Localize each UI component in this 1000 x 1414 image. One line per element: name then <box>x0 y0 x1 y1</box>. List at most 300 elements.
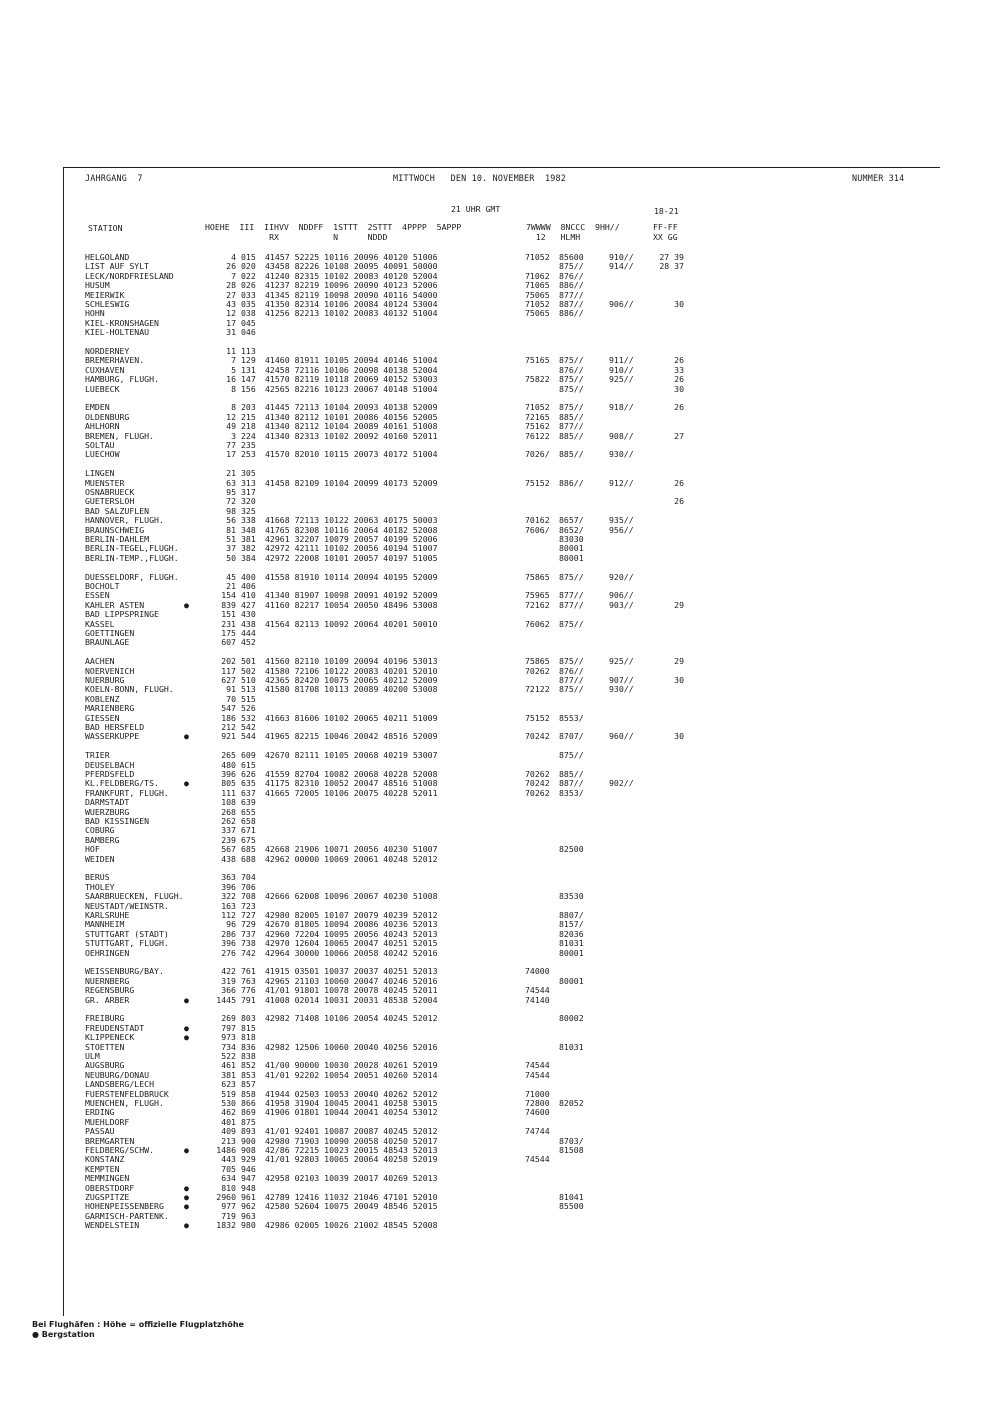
station-number: 866 <box>241 1098 256 1108</box>
synop-groups: 41458 82109 10104 20099 40173 52009 <box>265 477 438 488</box>
station-name: MARIENBERG <box>85 703 135 714</box>
station-height: 480 <box>221 759 236 770</box>
station-name: STUTTGART, FLUGH. <box>85 938 169 949</box>
table-row <box>0 553 1000 563</box>
station-height: 396 <box>221 938 236 949</box>
group-8nccc: 83530 <box>559 891 584 902</box>
station-name: BRAUNLAGE <box>85 637 130 648</box>
group-8nccc: 8703/ <box>559 1135 584 1146</box>
station-name: WUERZBURG <box>85 806 130 817</box>
station-number: 253 <box>241 449 256 460</box>
group-8nccc: 875// <box>559 656 584 667</box>
synop-groups: 41445 72113 10104 20093 40138 52009 <box>265 402 438 413</box>
station-height: 977 <box>221 1201 236 1212</box>
station-name: FRANKFURT, FLUGH. <box>85 787 169 798</box>
station-name: ESSEN <box>85 590 110 601</box>
synop-groups: 42666 62008 10096 20067 40230 51008 <box>265 891 438 902</box>
station-number: 532 <box>241 712 256 723</box>
synop-groups: 42982 12506 10060 20040 40256 52016 <box>265 1041 438 1052</box>
station-name: OEHRINGEN <box>85 947 130 958</box>
group-8nccc: 886// <box>559 280 584 291</box>
station-name: FELDBERG/SCHW. <box>85 1145 155 1155</box>
station-height: 212 <box>221 722 236 732</box>
synop-groups: 41340 81907 10098 20091 40192 52009 <box>265 590 438 601</box>
group-8nccc: 80001 <box>559 975 584 986</box>
station-name: HELGOLAND <box>85 252 130 262</box>
station-name: TRIER <box>85 750 110 761</box>
station-height: 1832 <box>216 1220 236 1231</box>
synop-groups: 41580 81708 10113 20089 40200 53008 <box>265 684 438 695</box>
station-name: STOETTEN <box>85 1041 125 1052</box>
station-number: 542 <box>241 722 256 732</box>
station-number: 131 <box>241 364 256 375</box>
station-name: BREMGARTEN <box>85 1135 135 1146</box>
station-height: 8 <box>231 383 236 394</box>
group-8nccc: 875// <box>559 684 584 695</box>
station-height: 381 <box>221 1069 236 1080</box>
group-9hh: 903// <box>609 599 634 610</box>
station-height: 108 <box>221 797 236 808</box>
station-height: 7 <box>231 270 236 281</box>
wind-ff-ff: 30 <box>674 675 684 685</box>
mountain-station-marker: ● <box>184 1192 189 1202</box>
station-number: 875 <box>241 1116 256 1127</box>
station-number: 615 <box>241 759 256 770</box>
synop-groups: 42580 52604 10075 20049 48546 52015 <box>265 1201 438 1212</box>
synop-groups: 41237 82219 10096 20090 40123 52006 <box>265 280 438 291</box>
mountain-station-marker: ● <box>184 599 189 610</box>
group-9hh: 930// <box>609 684 634 695</box>
group-7wwww: 76122 <box>525 430 550 441</box>
group-9hh: 912// <box>609 477 634 488</box>
station-number: 513 <box>241 684 256 695</box>
group-8nccc: 876// <box>559 665 584 676</box>
synop-groups: 41/01 92803 10065 20064 40258 52019 <box>265 1154 438 1165</box>
station-name: OBERSTDORF <box>85 1182 135 1193</box>
table-row <box>0 731 1000 741</box>
station-height: 409 <box>221 1126 236 1137</box>
station-number: 704 <box>241 872 256 883</box>
supplementary-column-subheader: 12 HLMH <box>526 232 581 242</box>
station-height: 11 <box>226 346 236 356</box>
station-number: 156 <box>241 383 256 394</box>
station-name: WENDELSTEIN <box>85 1220 140 1231</box>
wind-ff-ff: 29 <box>674 656 684 667</box>
group-8nccc: 81031 <box>559 1041 584 1052</box>
station-name: LINGEN <box>85 468 115 479</box>
group-8nccc: 877// <box>559 289 584 300</box>
group-8nccc: 80001 <box>559 543 584 554</box>
group-7wwww: 75965 <box>525 590 550 601</box>
synop-groups: 41345 82119 10098 20090 40116 54000 <box>265 289 438 300</box>
station-name: HOHN <box>85 308 105 319</box>
table-row <box>0 637 1000 647</box>
group-8nccc: 82500 <box>559 844 584 855</box>
issue-number: NUMMER 314 <box>852 173 905 183</box>
station-number: 763 <box>241 975 256 986</box>
group-7wwww: 71052 <box>525 402 550 413</box>
group-9hh: 956// <box>609 524 634 535</box>
synop-groups: 42982 71408 10106 20054 40245 52012 <box>265 1013 438 1024</box>
synop-groups: 42565 82216 10123 20067 40148 51004 <box>265 383 438 394</box>
station-name: BAD HERSFELD <box>85 722 145 732</box>
station-name: GR. ARBER <box>85 994 130 1005</box>
group-8nccc: 886// <box>559 308 584 319</box>
station-height: 98 <box>226 505 236 516</box>
station-name: NOERVENICH <box>85 665 135 676</box>
station-height: 719 <box>221 1210 236 1221</box>
station-name: NEUBURG/DONAU <box>85 1069 150 1080</box>
station-height: 839 <box>221 599 236 610</box>
station-name: NUERBURG <box>85 675 125 685</box>
mountain-station-marker: ● <box>184 994 189 1005</box>
station-name: ULM <box>85 1051 100 1061</box>
station-number: 544 <box>241 731 256 742</box>
station-height: 634 <box>221 1173 236 1184</box>
synop-groups: 41944 02503 10053 20040 40262 52012 <box>265 1088 438 1099</box>
group-8nccc: 877// <box>559 599 584 610</box>
synop-groups: 41/01 92202 10054 20051 40260 52014 <box>265 1069 438 1080</box>
station-name: MANNHEIM <box>85 919 125 930</box>
station-name: CUXHAVEN <box>85 364 125 375</box>
station-name: FREIBURG <box>85 1013 125 1024</box>
synop-groups: 41570 82010 10115 20073 40172 51004 <box>265 449 438 460</box>
station-name: PASSAU <box>85 1126 115 1137</box>
group-9hh: 910// <box>609 364 634 375</box>
group-9hh: 908// <box>609 430 634 441</box>
synop-groups: 42962 00000 10069 20061 40248 52012 <box>265 853 438 864</box>
group-9hh: 907// <box>609 675 634 685</box>
wind-ff-ff: 33 <box>674 364 684 375</box>
station-number: 858 <box>241 1088 256 1099</box>
supplementary-column-header: 7WWWW 8NCCC 9HH// <box>526 222 620 232</box>
footnote-airport-height: Bei Flughäfen : Höhe = offizielle Flugplatzhöhe <box>32 1320 244 1329</box>
group-7wwww: 72162 <box>525 599 550 610</box>
station-name: SAARBRUECKEN, FLUGH. <box>85 891 184 902</box>
group-8nccc: 887// <box>559 299 584 309</box>
group-7wwww: 71000 <box>525 1088 550 1099</box>
station-height: 8 <box>231 402 236 413</box>
station-number: 035 <box>241 299 256 309</box>
group-7wwww: 75165 <box>525 355 550 366</box>
station-name: GARMISCH-PARTENK. <box>85 1210 169 1221</box>
group-8nccc: 80001 <box>559 947 584 958</box>
synop-groups: 42980 82005 10107 20079 40239 52012 <box>265 910 438 920</box>
group-7wwww: 70242 <box>525 731 550 742</box>
synop-groups: 41559 82704 10082 20068 40228 52008 <box>265 769 438 779</box>
station-height: 396 <box>221 881 236 892</box>
station-number: 452 <box>241 637 256 648</box>
synop-groups: 41/00 90000 10030 20028 40261 52019 <box>265 1060 438 1071</box>
group-7wwww: 75065 <box>525 308 550 319</box>
station-name: BAMBERG <box>85 834 120 845</box>
station-name: GUETERSLOH <box>85 496 135 507</box>
wind-ff-ff: 28 37 <box>659 261 684 272</box>
synop-groups: 41460 81911 10105 20094 40146 51004 <box>265 355 438 366</box>
station-name: BREMERHAVEN. <box>85 355 145 366</box>
station-name: KIEL-HOLTENAU <box>85 327 150 338</box>
station-height: 117 <box>221 665 236 676</box>
station-number: 406 <box>241 581 256 591</box>
synop-groups: 42961 32207 10079 20057 40199 52006 <box>265 534 438 544</box>
group-7wwww: 75152 <box>525 477 550 488</box>
station-number: 382 <box>241 543 256 554</box>
synop-groups: 41560 82110 10109 20094 40196 53013 <box>265 656 438 667</box>
station-number: 320 <box>241 496 256 507</box>
station-number: 708 <box>241 891 256 902</box>
station-name: KOELN-BONN, FLUGH. <box>85 684 174 695</box>
station-number: 857 <box>241 1079 256 1090</box>
station-number: 738 <box>241 938 256 949</box>
station-number: 815 <box>241 1022 256 1033</box>
group-9hh: 930// <box>609 449 634 460</box>
station-number: 737 <box>241 928 256 939</box>
station-name: OSNABRUECK <box>85 487 135 497</box>
station-number: 129 <box>241 355 256 366</box>
mountain-station-marker: ● <box>184 1032 189 1043</box>
station-number: 929 <box>241 1154 256 1165</box>
station-name: MUENSTER <box>85 477 125 488</box>
station-height: 547 <box>221 703 236 714</box>
group-8nccc: 885// <box>559 430 584 441</box>
synop-groups: 42986 02005 10026 21002 48545 52008 <box>265 1220 438 1231</box>
station-number: 325 <box>241 505 256 516</box>
station-height: 112 <box>221 910 236 920</box>
synop-groups: 41665 72005 10106 20075 40228 52011 <box>265 787 438 798</box>
station-name: LANDSBERG/LECH <box>85 1079 155 1090</box>
station-height: 111 <box>221 787 236 798</box>
station-number: 338 <box>241 515 256 526</box>
wind-ff-ff: 26 <box>674 402 684 413</box>
station-height: 239 <box>221 834 236 845</box>
group-7wwww: 74544 <box>525 1154 550 1165</box>
station-height: 1445 <box>216 994 236 1005</box>
station-name: SCHLESWIG <box>85 299 130 309</box>
group-8nccc: 877// <box>559 421 584 432</box>
footnote-mountain-station: ● Bergstation <box>32 1330 95 1339</box>
station-number: 946 <box>241 1163 256 1174</box>
station-height: 26 <box>226 261 236 272</box>
synop-groups: 41256 82213 10102 20083 40132 51004 <box>265 308 438 319</box>
station-height: 268 <box>221 806 236 817</box>
synop-groups: 42970 12604 10065 20047 40251 52015 <box>265 938 438 949</box>
station-name: HOF <box>85 844 100 855</box>
station-number: 791 <box>241 994 256 1005</box>
station-name: WEISSENBURG/BAY. <box>85 966 164 977</box>
station-height: 530 <box>221 1098 236 1108</box>
station-height: 921 <box>221 731 236 742</box>
station-name: BERUS <box>85 872 110 883</box>
group-7wwww: 72165 <box>525 411 550 422</box>
station-number: 384 <box>241 552 256 563</box>
station-name: EMDEN <box>85 402 110 413</box>
wind-column-header: FF-FF <box>653 222 678 232</box>
observation-time: 21 UHR GMT <box>451 204 501 214</box>
group-8nccc: 887// <box>559 778 584 789</box>
station-height: 95 <box>226 487 236 497</box>
station-number: 609 <box>241 750 256 761</box>
group-8nccc: 80002 <box>559 1013 584 1024</box>
station-number: 639 <box>241 797 256 808</box>
mountain-station-marker: ● <box>184 731 189 742</box>
group-8nccc: 81031 <box>559 938 584 949</box>
station-name: REGENSBURG <box>85 985 135 996</box>
station-number: 438 <box>241 618 256 629</box>
station-number: 818 <box>241 1032 256 1043</box>
synop-groups: 41350 82314 10106 20084 40124 53004 <box>265 299 438 309</box>
station-name: FREUDENSTADT <box>85 1022 145 1033</box>
station-height: 49 <box>226 421 236 432</box>
synop-groups: 42958 02103 10039 20017 40269 52013 <box>265 1173 438 1184</box>
station-height: 186 <box>221 712 236 723</box>
station-number: 038 <box>241 308 256 319</box>
table-row <box>0 948 1000 958</box>
group-7wwww: 72800 <box>525 1098 550 1108</box>
station-name: OLDENBURG <box>85 411 130 422</box>
group-7wwww: 71052 <box>525 299 550 309</box>
station-number: 980 <box>241 1220 256 1231</box>
wind-ff-ff: 27 39 <box>659 252 684 262</box>
synop-groups: 41175 82310 10052 20047 48516 51008 <box>265 778 438 789</box>
station-number: 803 <box>241 1013 256 1024</box>
station-height: 276 <box>221 947 236 958</box>
station-height: 1486 <box>216 1145 236 1155</box>
wind-ff-ff: 26 <box>674 355 684 366</box>
synop-groups: 42670 81805 10094 20086 40236 52013 <box>265 919 438 930</box>
group-8nccc: 8652/ <box>559 524 584 535</box>
synop-groups: 42972 42111 10102 20056 40194 51007 <box>265 543 438 554</box>
station-number: 838 <box>241 1051 256 1061</box>
station-name: DEUSELBACH <box>85 759 135 770</box>
station-height: 63 <box>226 477 236 488</box>
group-8nccc: 80001 <box>559 552 584 563</box>
group-8nccc: 886// <box>559 477 584 488</box>
station-number: 658 <box>241 816 256 826</box>
station-number: 444 <box>241 628 256 638</box>
group-8nccc: 875// <box>559 261 584 272</box>
station-height: 519 <box>221 1088 236 1099</box>
station-name: DARMSTADT <box>85 797 130 808</box>
group-9hh: 920// <box>609 571 634 582</box>
station-height: 3 <box>231 430 236 441</box>
synop-groups: 41340 82313 10102 20092 40160 52011 <box>265 430 438 441</box>
group-9hh: 906// <box>609 299 634 309</box>
synop-groups: 43458 82226 10108 20095 40091 50000 <box>265 261 438 272</box>
station-name: NORDERNEY <box>85 346 130 356</box>
synop-groups: 41564 82113 10092 20064 40201 50010 <box>265 618 438 629</box>
station-number: 224 <box>241 430 256 441</box>
station-height: 27 <box>226 289 236 300</box>
synop-groups: 41/01 92401 10087 20087 40245 52012 <box>265 1126 438 1137</box>
synop-groups: 41668 72113 10122 20063 40175 50003 <box>265 515 438 526</box>
main-column-header: HOEHE III IIHVV NDDFF 1STTT 2STTT 4PPPP 5APPP <box>205 222 462 232</box>
group-7wwww: 72122 <box>525 684 550 695</box>
station-name: AHLHORN <box>85 421 120 432</box>
station-number: 776 <box>241 985 256 996</box>
station-height: 28 <box>226 280 236 291</box>
synop-groups: 41340 82112 10104 20089 40161 51008 <box>265 421 438 432</box>
station-number: 947 <box>241 1173 256 1184</box>
mountain-station-marker: ● <box>184 1220 189 1231</box>
station-height: 21 <box>226 468 236 479</box>
group-8nccc: 83030 <box>559 534 584 544</box>
station-number: 729 <box>241 919 256 930</box>
station-height: 43 <box>226 299 236 309</box>
station-number: 836 <box>241 1041 256 1052</box>
station-number: 948 <box>241 1182 256 1193</box>
group-7wwww: 74600 <box>525 1107 550 1118</box>
group-8nccc: 8807/ <box>559 910 584 920</box>
time-range: 18-21 <box>654 206 679 216</box>
group-8nccc: 82036 <box>559 928 584 939</box>
group-7wwww: 70262 <box>525 769 550 779</box>
station-height: 17 <box>226 449 236 460</box>
group-8nccc: 875// <box>559 618 584 629</box>
group-7wwww: 75065 <box>525 289 550 300</box>
table-row <box>0 854 1000 864</box>
station-name: AACHEN <box>85 656 115 667</box>
station-number: 033 <box>241 289 256 300</box>
station-number: 961 <box>241 1192 256 1202</box>
station-name: GIESSEN <box>85 712 120 723</box>
station-height: 438 <box>221 853 236 864</box>
station-name: PFERDSFELD <box>85 769 135 779</box>
station-height: 627 <box>221 675 236 685</box>
station-number: 655 <box>241 806 256 817</box>
group-8nccc: 876// <box>559 364 584 375</box>
station-name: KEMPTEN <box>85 1163 120 1174</box>
group-8nccc: 82052 <box>559 1098 584 1108</box>
station-name: BAD LIPPSPRINGE <box>85 609 159 620</box>
station-height: 202 <box>221 656 236 667</box>
synop-groups: 42670 82111 10105 20068 40219 53007 <box>265 750 438 761</box>
station-name: KIEL-KRONSHAGEN <box>85 317 159 328</box>
group-7wwww: 71052 <box>525 252 550 262</box>
station-number: 675 <box>241 834 256 845</box>
station-height: 37 <box>226 543 236 554</box>
synop-groups: 41340 82112 10101 20086 40156 52005 <box>265 411 438 422</box>
station-name: FUERSTENFELDBRUCK <box>85 1088 169 1099</box>
station-number: 706 <box>241 881 256 892</box>
synop-groups: 41580 72106 10122 20083 40201 52010 <box>265 665 438 676</box>
station-number: 410 <box>241 590 256 601</box>
group-9hh: 910// <box>609 252 634 262</box>
station-number: 688 <box>241 853 256 864</box>
station-name: BREMEN, FLUGH. <box>85 430 155 441</box>
station-number: 026 <box>241 280 256 291</box>
station-number: 526 <box>241 703 256 714</box>
station-height: 462 <box>221 1107 236 1118</box>
group-8nccc: 875// <box>559 355 584 366</box>
station-height: 12 <box>226 308 236 319</box>
station-name: NUERNBERG <box>85 975 130 986</box>
wind-ff-ff: 27 <box>674 430 684 441</box>
station-height: 623 <box>221 1079 236 1090</box>
group-7wwww: 75865 <box>525 571 550 582</box>
station-height: 2960 <box>216 1192 236 1202</box>
group-9hh: 925// <box>609 374 634 385</box>
station-number: 400 <box>241 571 256 582</box>
station-height: 17 <box>226 317 236 328</box>
station-height: 322 <box>221 891 236 902</box>
station-name: THOLEY <box>85 881 115 892</box>
station-height: 567 <box>221 844 236 855</box>
station-height: 175 <box>221 628 236 638</box>
station-height: 522 <box>221 1051 236 1061</box>
station-height: 286 <box>221 928 236 939</box>
station-name: LECK/NORDFRIESLAND <box>85 270 174 281</box>
table-row <box>0 1220 1000 1230</box>
